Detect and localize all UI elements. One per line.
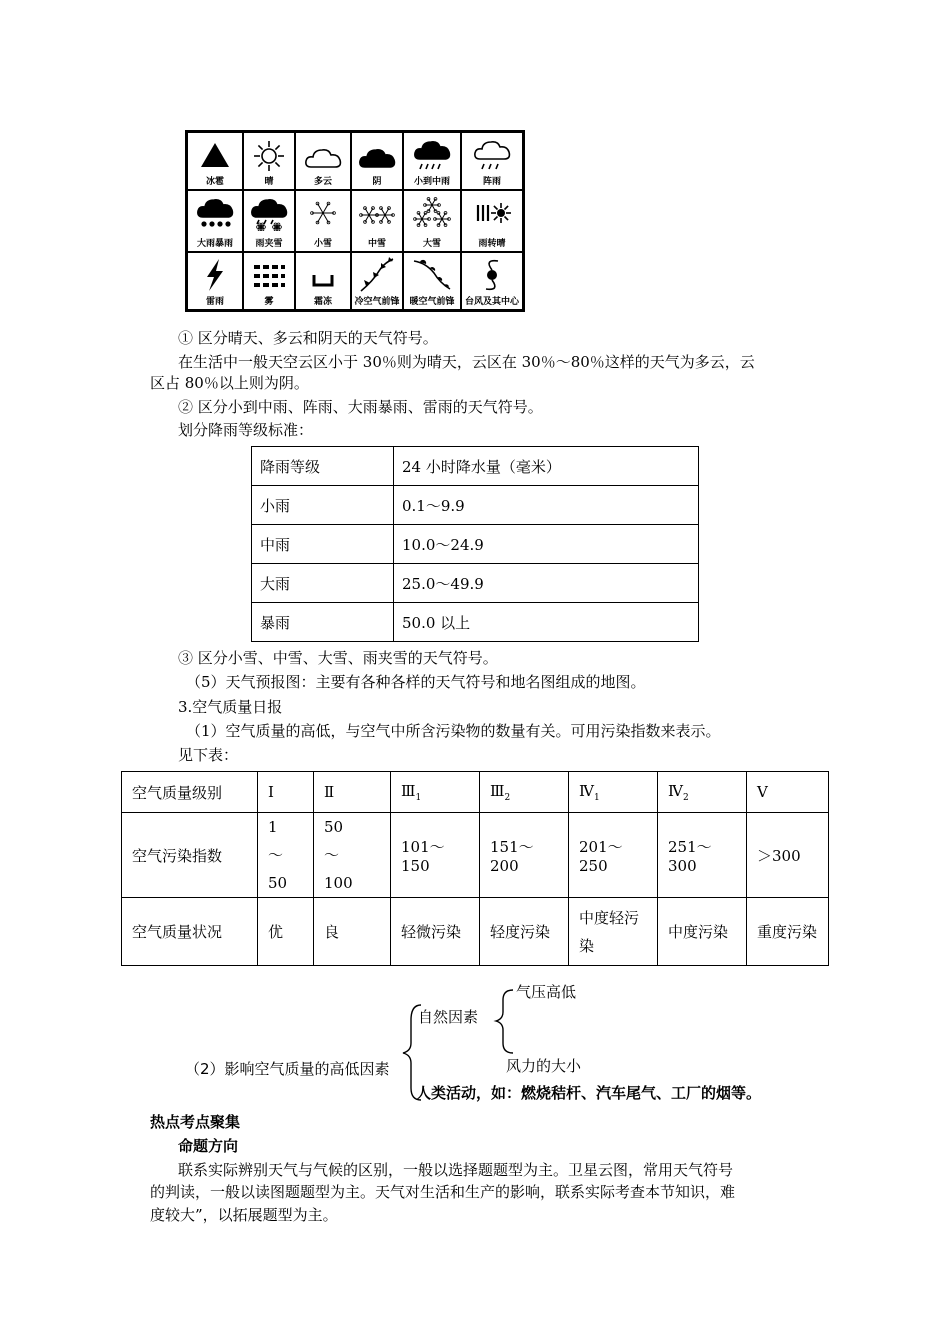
table-cell: Ⅴ — [747, 772, 829, 813]
table-row — [122, 772, 829, 813]
grade-subscript: 1 — [594, 792, 600, 803]
cell-line: 染 — [579, 936, 595, 955]
paragraph-10c: 度较大”，以拓展题型为主。 — [150, 1206, 338, 1224]
table-cell — [569, 898, 658, 966]
weather-symbol-label: 雾 — [264, 297, 274, 307]
weather-symbol-cell — [295, 252, 351, 310]
table-cell: 251～300 — [658, 813, 747, 898]
cell-line: 50 ～ — [324, 818, 374, 864]
table-cell: 空气质量状况 — [122, 898, 258, 966]
weather-symbol-label: 雨转晴 — [478, 239, 506, 249]
table-cell: 中雨 — [252, 525, 394, 564]
sleet-icon — [249, 195, 289, 231]
heavy-rain-icon — [195, 195, 235, 231]
grade-subscript: 2 — [683, 792, 689, 803]
weather-symbol-label: 阴 — [372, 177, 382, 187]
weather-symbol-cell — [243, 190, 295, 252]
table-cell — [391, 772, 480, 813]
table-cell: 空气质量级别 — [122, 772, 258, 813]
weather-symbol-cell — [461, 190, 523, 252]
factor-root: （2）影响空气质量的高低因素 — [185, 1060, 390, 1078]
table-cell: 中度污染 — [658, 898, 747, 966]
direction-heading: 命题方向 — [178, 1137, 239, 1155]
weather-symbol-label: 小到中雨 — [413, 177, 450, 187]
paragraph-3: ② 区分小到中雨、阵雨、大雨暴雨、雷雨的天气符号。 — [178, 398, 543, 416]
weather-symbol-cell — [187, 132, 243, 190]
table-cell: 10.0～24.9 — [394, 525, 699, 564]
paragraph-1: ① 区分晴天、多云和阴天的天气符号。 — [178, 329, 438, 347]
table-header-cell: 24 小时降水量（毫米） — [394, 447, 699, 486]
table-cell — [569, 772, 658, 813]
table-cell: 轻微污染 — [391, 898, 480, 966]
table-row — [252, 603, 699, 642]
table-row — [252, 447, 699, 486]
table-row — [122, 813, 829, 898]
table-cell: 良 — [314, 898, 391, 966]
table-cell — [658, 772, 747, 813]
table-row — [252, 564, 699, 603]
table-row — [252, 525, 699, 564]
weather-symbol-cell — [403, 190, 461, 252]
section-heading-air-quality: 3.空气质量日报 — [178, 698, 283, 716]
grade-numeral: Ⅲ — [401, 781, 416, 800]
weather-symbol-cell — [403, 252, 461, 310]
weather-symbol-cell — [187, 252, 243, 310]
table-cell: 50.0 以上 — [394, 603, 699, 642]
weather-symbol-label: 晴 — [264, 177, 274, 187]
table-cell: 暴雨 — [252, 603, 394, 642]
weather-symbol-cell — [351, 190, 403, 252]
grade-numeral: Ⅳ — [668, 781, 683, 800]
paragraph-8: （1）空气质量的高低，与空气中所含污染物的数量有关。可用污染指数来表示。 — [186, 722, 721, 740]
weather-symbol-label: 小雪 — [313, 239, 332, 249]
weather-symbol-cell — [295, 190, 351, 252]
factor-natural: 自然因素 — [418, 1008, 479, 1026]
weather-symbol-label: 雨夹雪 — [255, 239, 283, 249]
typhoon-icon — [472, 257, 512, 293]
rain-grade-table — [251, 446, 699, 642]
heavy-snow-icon — [412, 195, 452, 231]
warm-front-icon — [412, 257, 452, 293]
table-cell: 25.0～49.9 — [394, 564, 699, 603]
table-cell: 0.1～9.9 — [394, 486, 699, 525]
weather-symbol-label: 大雪 — [422, 239, 441, 249]
factor-wind: 风力的大小 — [506, 1057, 582, 1075]
weather-symbol-label: 冰雹 — [205, 177, 224, 187]
shower-icon — [472, 137, 512, 173]
weather-symbol-cell — [351, 132, 403, 190]
paragraph-5: ③ 区分小雪、中雪、大雪、雨夹雪的天气符号。 — [178, 649, 498, 667]
cell-line: 100 — [324, 874, 353, 892]
grade-subscript: 1 — [415, 792, 422, 803]
weather-symbol-grid — [185, 130, 525, 312]
paragraph-10a: 联系实际辨别天气与气候的区别，一般以选择题题型为主。卫星云图，常用天气符号 — [178, 1161, 734, 1179]
paragraph-6: （5）天气预报图：主要有各种各样的天气符号和地名图组成的地图。 — [186, 673, 646, 691]
paragraph-9: 见下表： — [178, 746, 239, 764]
factor-human: 人类活动，如：燃烧秸杆、汽车尾气、工厂的烟等。 — [416, 1084, 762, 1102]
table-cell: 重度污染 — [747, 898, 829, 966]
table-row — [252, 486, 699, 525]
light-snow-icon — [303, 195, 343, 231]
paragraph-2b: 区占 80％以上则为阴。 — [150, 374, 309, 392]
grade-numeral: Ⅳ — [579, 781, 594, 800]
table-cell: 轻度污染 — [480, 898, 569, 966]
cold-front-icon — [357, 257, 397, 293]
frost-icon — [303, 257, 343, 293]
table-cell: 优 — [258, 898, 314, 966]
weather-symbol-cell — [461, 132, 523, 190]
weather-symbol-cell — [295, 132, 351, 190]
weather-symbol-cell — [351, 252, 403, 310]
table-cell: 小雨 — [252, 486, 394, 525]
weather-symbol-label: 暖空气前锋 — [409, 297, 455, 307]
weather-symbol-cell — [243, 132, 295, 190]
table-cell — [314, 813, 391, 898]
sun-icon — [249, 137, 289, 173]
weather-symbol-label: 霜冻 — [313, 297, 332, 307]
table-cell: 大雨 — [252, 564, 394, 603]
grade-numeral: Ⅲ — [490, 781, 505, 800]
table-cell: 151～200 — [480, 813, 569, 898]
weather-symbol-label: 多云 — [313, 177, 332, 187]
cell-line: 50 — [268, 874, 288, 892]
paragraph-4: 划分降雨等级标准： — [178, 421, 314, 439]
weather-symbol-label: 大雨暴雨 — [196, 239, 233, 249]
paragraph-2a: 在生活中一般天空云区小于 30％则为晴天，云区在 30％～80％这样的天气为多云，云 — [178, 353, 755, 371]
weather-symbol-label: 台风及其中心 — [464, 297, 519, 307]
table-cell: Ⅰ — [258, 772, 314, 813]
table-row — [122, 898, 829, 966]
paragraph-10b: 的判读，一般以读图题题型为主。天气对生活和生产的影响，联系实际考查本节知识，难 — [150, 1183, 736, 1201]
cell-line: 中度轻污 — [579, 908, 640, 927]
air-quality-table — [121, 771, 829, 966]
weather-symbol-label: 冷空气前锋 — [354, 297, 400, 307]
table-cell: ＞300 — [747, 813, 829, 898]
hotspot-heading: 热点考点聚集 — [150, 1113, 241, 1131]
table-cell: Ⅱ — [314, 772, 391, 813]
partly-cloudy-icon — [303, 137, 343, 173]
weather-symbol-label: 雷雨 — [205, 297, 224, 307]
lightning-icon — [195, 257, 235, 293]
factor-pressure: 气压高低 — [516, 983, 577, 1001]
rain-to-sun-icon — [472, 195, 512, 231]
grade-subscript: 2 — [504, 792, 511, 803]
overcast-cloud-icon — [357, 137, 397, 173]
hail-triangle-icon — [195, 137, 235, 173]
moderate-snow-icon — [357, 195, 397, 231]
fog-icon — [249, 257, 289, 293]
weather-symbol-label: 阵雨 — [482, 177, 501, 187]
table-cell: 201～250 — [569, 813, 658, 898]
weather-symbol-cell — [187, 190, 243, 252]
weather-symbol-label: 中雪 — [367, 239, 386, 249]
table-header-cell: 降雨等级 — [252, 447, 394, 486]
cell-line: 1 ～ — [268, 818, 293, 864]
weather-symbol-cell — [243, 252, 295, 310]
weather-symbol-cell — [461, 252, 523, 310]
natural-brace — [496, 990, 513, 1053]
weather-symbol-cell — [403, 132, 461, 190]
table-cell — [258, 813, 314, 898]
table-cell — [480, 772, 569, 813]
table-cell: 空气污染指数 — [122, 813, 258, 898]
table-cell: 101～150 — [391, 813, 480, 898]
light-rain-icon — [412, 137, 452, 173]
